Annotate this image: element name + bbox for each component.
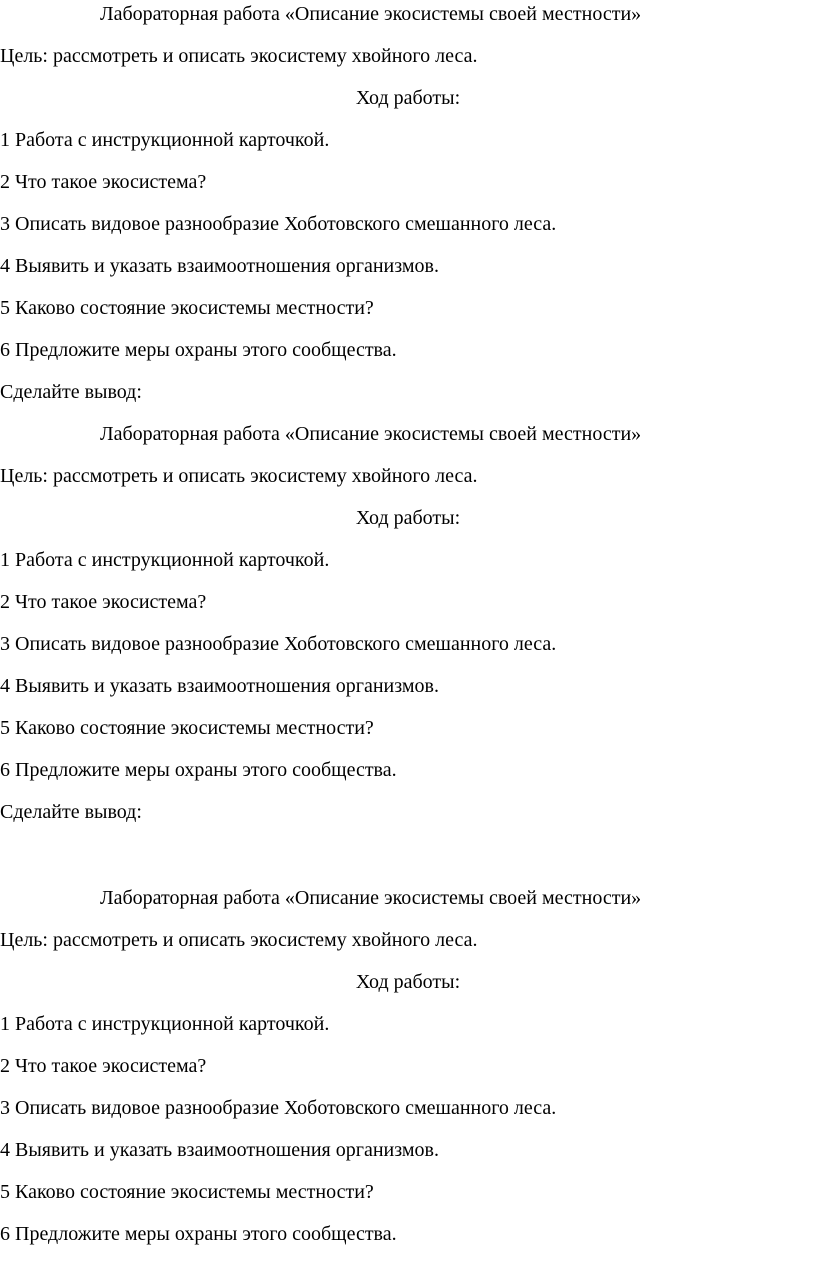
lab-title: Лабораторная работа «Описание экосистемы своей местности» <box>100 3 642 25</box>
step-item: 2 Что такое экосистема? <box>0 591 207 613</box>
step-item: 3 Описать видовое разнообразие Хоботовского смешанного леса. <box>0 1097 557 1119</box>
step-item: 6 Предложите меры охраны этого сообщества. <box>0 759 397 781</box>
lab-goal: Цель: рассмотреть и описать экосистему хвойного леса. <box>0 45 478 67</box>
lab-goal: Цель: рассмотреть и описать экосистему хвойного леса. <box>0 929 478 951</box>
step-item: 4 Выявить и указать взаимоотношения организмов. <box>0 1139 439 1161</box>
conclusion-prompt: Сделайте вывод: <box>0 801 142 823</box>
progress-heading: Ход работы: <box>355 507 461 529</box>
progress-heading: Ход работы: <box>355 87 461 109</box>
step-item: 1 Работа с инструкционной карточкой. <box>0 549 330 571</box>
step-item: 5 Каково состояние экосистемы местности? <box>0 1181 374 1203</box>
step-item: 4 Выявить и указать взаимоотношения организмов. <box>0 675 439 697</box>
step-item: 2 Что такое экосистема? <box>0 171 207 193</box>
step-item: 3 Описать видовое разнообразие Хоботовского смешанного леса. <box>0 213 557 235</box>
step-item: 5 Каково состояние экосистемы местности? <box>0 297 374 319</box>
step-item: 6 Предложите меры охраны этого сообщества. <box>0 1223 397 1245</box>
lab-title: Лабораторная работа «Описание экосистемы своей местности» <box>100 887 642 909</box>
lab-title: Лабораторная работа «Описание экосистемы своей местности» <box>100 423 642 445</box>
step-item: 2 Что такое экосистема? <box>0 1055 207 1077</box>
step-item: 6 Предложите меры охраны этого сообщества. <box>0 339 397 361</box>
step-item: 1 Работа с инструкционной карточкой. <box>0 1013 330 1035</box>
conclusion-prompt: Сделайте вывод: <box>0 381 142 403</box>
step-item: 5 Каково состояние экосистемы местности? <box>0 717 374 739</box>
lab-goal: Цель: рассмотреть и описать экосистему хвойного леса. <box>0 465 478 487</box>
step-item: 3 Описать видовое разнообразие Хоботовского смешанного леса. <box>0 633 557 655</box>
step-item: 1 Работа с инструкционной карточкой. <box>0 129 330 151</box>
step-item: 4 Выявить и указать взаимоотношения организмов. <box>0 255 439 277</box>
progress-heading: Ход работы: <box>355 971 461 993</box>
